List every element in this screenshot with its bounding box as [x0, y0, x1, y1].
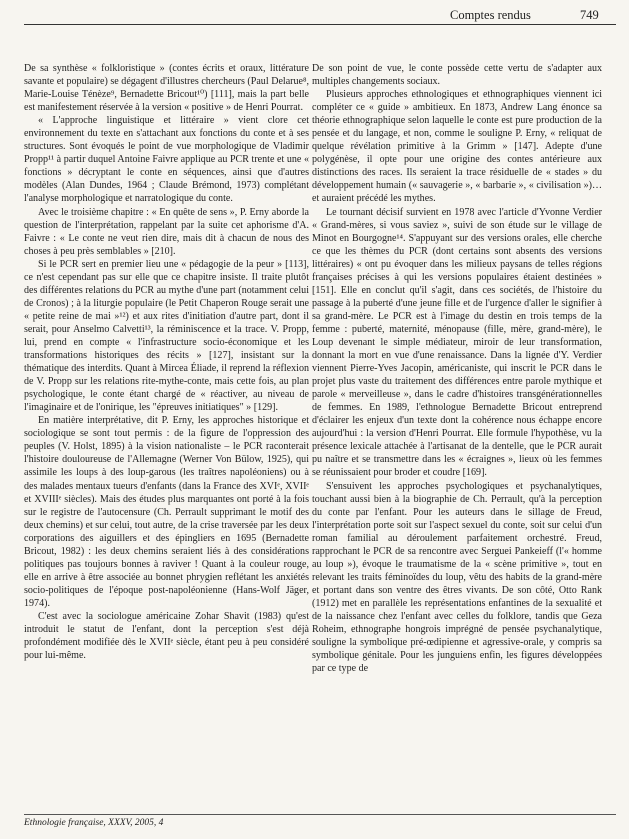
left-column	[24, 62, 309, 662]
paragraph: Plusieurs approches ethnologiques et ethnographiques viennent ici compléter ce « guide » ambitieux. En 1873, Andrew Lang énonce sa théorie ethnographique selon laquelle le conte est pure production de la pensée et du langage, et non, comme le souligne P. Erny, « reliquat de quelque révélation primitive à la Grimm » [147]. Adepte d'une polygénèse, il opte pour une origine des contes antérieure aux distinctions des races. Ils seraient la trace résiduelle de « stades » du développement humain (« sauvagerie », « barbarie », « civilisation »)… et auraient précédé les mythes.	[312, 89, 602, 205]
paragraph: S'ensuivent les approches psychologiques et psychanalytiques, touchant aussi bien à la biographie de Ch. Perrault, qu'à la perception du conte par l'enfant. Pour les auteurs dans le sillage de Freud, l'interprétation porte soit sur l'aspect sexuel du conte, soit sur celui d'un roman familial au déroulement parfaitement orchestré. Freud, rapprochant le PCR de sa rencontre avec Serguei Pankeieff (l'« homme au loup »), évoque le traumatisme de la « scène primitive », tout en relevant les traits féminoïdes du loup, vêtu des habits de la grand-mère et portant dans son ventre des êtres vivants. De son côté, Otto Rank (1912) met en parallèle les représentations enfantines de la sexualité et de la naissance chez l'enfant avec celles du folklore, tandis que Geza Roheim, ethnographe hongrois imprégné de pensée psychanalytique, souligne la symbolique pré-œdipienne et agressive-orale, y compris sa symbolique génitale. Pour les junguiens enfin, les figures développées par ce type de	[312, 480, 602, 675]
paragraph: De son point de vue, le conte possède cette vertu de s'adapter aux multiples changements sociaux.	[312, 63, 602, 88]
journal-footer: Ethnologie française, XXXV, 2005, 4	[24, 814, 616, 828]
page-number: 749	[580, 8, 599, 22]
paragraph: C'est avec la sociologue américaine Zohar Shavit (1983) qu'est introduit le statut de l'enfant, dont la perception s'est déjà profondément modifiée dès le XVIIᵉ siècle, étant peu à peu considéré pour lui-même.	[24, 610, 309, 662]
running-header	[0, 6, 629, 24]
header-rule	[24, 24, 616, 25]
paragraph: Le tournant décisif survient en 1978 avec l'article d'Yvonne Verdier « Grand-mères, si vous saviez », suivi de son étude sur le village de Minot en Bourgogne¹⁴. S'appuyant sur des versions orales, elle cherche ce que les thèmes du PCR (dont certains sont absents des versions littéraires) « ont pu évoquer dans les milieux paysans de telles régions françaises précises à qui les versions populaires étaient destinées » [151]. Elle en conclut qu'il s'agit, dans ces sociétés, de l'histoire du passage à la puberté d'une jeune fille et de l'urgence d'aller le signifier à sa grand-mère. Le PCR est à l'image du destin en trois temps de la femme : puberté, maternité, ménopause (fille, mère, grand-mère), le Loup devenant le simple médiateur, miroir de leur transformation, donnant la mort en vue d'une renaissance. Dans la lignée d'Y. Verdier viennent Pierre-Yves Jacopin, américaniste, qui inscrit le PCR dans le projet plus vaste du traitement des différences entre parole mythique et parole « merveilleuse », dans le cadre d'histoires transgénérationnelles de femmes. En 1989, l'ethnologue Bernadette Bricout entreprend d'éclairer les enjeux d'un texte dont la cohérence nous échappe encore aujourd'hui : la version d'Henri Pourrat. Elle formule l'hypothèse, vu la présence lexicale attachée à l'artisanat de la dentelle, que le PCR aurait pu naître et se transmettre dans les « écraignes », lieux où les femmes se réunissaient pour broder et coudre [169].	[312, 206, 602, 479]
section-title: Comptes rendus	[450, 8, 531, 22]
paragraph: Si le PCR sert en premier lieu une « pédagogie de la peur » [113], ce n'est cependant pas sur elle que ce chapitre insiste. Il traite plutôt des différentes relations du PCR au mythe d'une part (notamment celui de Cronos) ; à la liturgie populaire (le Petit Chaperon Rouge serait une « petite reine de mai »¹²) et aux rites d'initiation d'autre part, dont il serait, pour Anselmo Calvetti¹³, la réminiscence et la trace. V. Propp, lui, prend en compte « l'infrastructure socio-économique et les transformations historiques des récits » [127], insistant sur la thématique des interdits. Quant à Mircea Éliade, il reprend la réflexion de V. Propp sur les relations rite-mythe-conte, mais cette fois, au plan psychologique, le conte étant chargé de « réactiver, au niveau de l'imaginaire et de l'onirique, les "épreuves initiatiques" » [129].	[24, 258, 309, 414]
paragraph: De sa synthèse « folkloristique » (contes écrits et oraux, littérature savante et populaire) se dégagent d'illustres chercheurs (Paul Delarue⁸, Marie-Louise Ténèze⁹, Bernadette Bricout¹⁰) [111], mais la part belle est manifestement réservée à la version « positive » de Henri Pourrat.	[24, 63, 309, 114]
paragraph: Avec le troisième chapitre : « En quête de sens », P. Erny aborde la question de l'interprétation, rappelant par la suite cet aphorisme d'A. Faivre : « Le conte ne veut rien dire, mais dit à chacun de nous des choses à peu près semblables » [210].	[24, 206, 309, 257]
paragraph: « L'approche linguistique et littéraire » vient clore cet environnement du texte en s'attachant aux fonctions du conte et à ses structures. Sont évoqués le point de vue morphologique de Vladimir Propp¹¹ à partir duquel Antoine Faivre applique au PCR trente et une « fonctions » décryptant le conte en séquences, ainsi que d'autres modèles (Alan Dundes, 1964 ; Claude Brémond, 1973) complétant l'analyse morphologique et narratologique du conte.	[24, 115, 309, 205]
paragraph: En matière interprétative, dit P. Erny, les approches historique et sociologique se sont tout permis : de la figure de l'oppression des peuples (V. Holst, 1895) à la vision nationaliste – le PCR raconterait l'histoire douloureuse de l'Allemagne (Werner Von Bülow, 1925), qui assimile les loups à des loup-garous (les traîtres napoléoniens) ou à des malades mentaux tueurs d'enfants (dans la France des XVIᵉ, XVIIᵉ et XVIIIᵉ siècles). Mais des études plus marquantes ont porté à la fois sur le registre de l'autocensure (Ch. Perrault supprimant le motif des deux chemins) et sur celui, tout autre, de la crise traversée par les deux corporations des aiguillers et des épingliers en 1695 (Bernadette Bricout, 1982) : les deux chemins seraient liés à des considérations politiques pas toujours bonnes à raviver ! Quant à la couleur rouge, elle en arrive à être associée au bonnet phrygien reflétant les anxiétés socio-politiques de l'époque post-napoléonienne (Hans-Wolf Jäger, 1974).	[24, 415, 309, 609]
right-column	[312, 62, 602, 675]
